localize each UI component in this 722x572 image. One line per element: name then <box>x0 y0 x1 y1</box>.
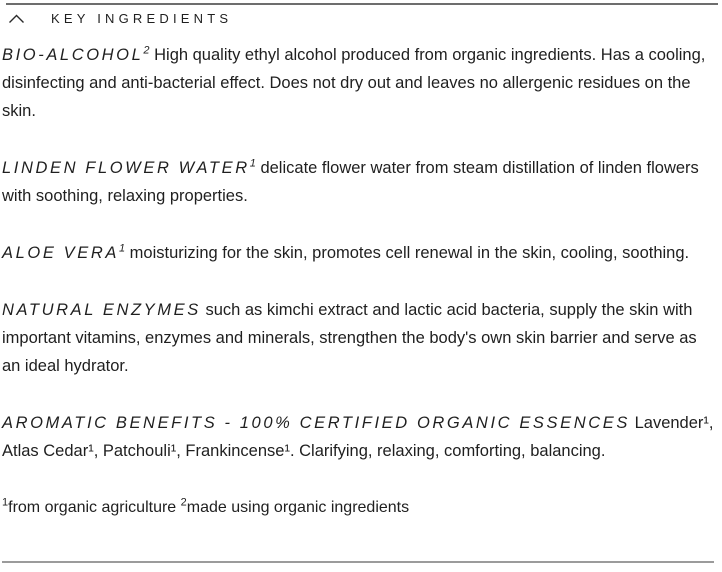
ingredient-paragraph <box>2 409 714 465</box>
ingredient-description: such as kimchi extract and lactic acid bacteria, supply the skin with important vitamins, enzymes and minerals, strengthen the body's own skin barrier and serve as an ideal hydrator. <box>2 301 697 375</box>
footnote-text: from organic agriculture <box>8 499 181 516</box>
ingredient-name: NATURAL ENZYMES <box>2 301 201 319</box>
footnote-marker: 1 <box>118 242 126 255</box>
chevron-up-icon <box>8 14 25 24</box>
ingredient-description: delicate flower water from steam distillation of linden flowers with soothing, relaxing properties. <box>2 159 699 205</box>
ingredients-content <box>2 41 714 522</box>
ingredient-name: AROMATIC BENEFITS - 100% CERTIFIED ORGANIC ESSENCES <box>2 414 630 432</box>
footnote-marker: 2 <box>143 44 150 57</box>
top-divider <box>6 3 718 5</box>
ingredient-name: BIO-ALCOHOL$^2$ <box>2 44 150 64</box>
footnote <box>2 494 714 522</box>
ingredient-description: High quality ethyl alcohol produced from organic ingredients. Has a cooling, disinfecting and anti-bacterial effect. Does not dry out and leaves no allergenic residues on the skin. <box>2 46 706 120</box>
footnote-marker: 1 <box>2 496 9 509</box>
section-title: KEY INGREDIENTS <box>51 11 233 26</box>
bottom-divider <box>2 561 714 563</box>
footnote-text: made using organic ingredients <box>186 499 410 516</box>
ingredient-description: moisturizing for the skin, promotes cell renewal in the skin, cooling, soothing. <box>129 244 690 262</box>
ingredient-paragraph <box>2 154 714 210</box>
footnote-marker: 2 <box>180 496 187 509</box>
ingredient-paragraph <box>2 41 714 125</box>
ingredient-paragraph <box>2 296 714 380</box>
footnote-marker: 1 <box>249 157 256 170</box>
ingredient-name: LINDEN FLOWER WATER$^1$ <box>2 157 256 177</box>
ingredient-paragraph <box>2 239 714 267</box>
ingredient-name: ALOE VERA$^1$ <box>2 242 126 262</box>
key-ingredients-accordion-header[interactable] <box>8 11 232 26</box>
ingredient-description: Lavender¹, Atlas Cedar¹, Patchouli¹, Frankincense¹. Clarifying, relaxing, comforting, balancing. <box>2 414 714 460</box>
